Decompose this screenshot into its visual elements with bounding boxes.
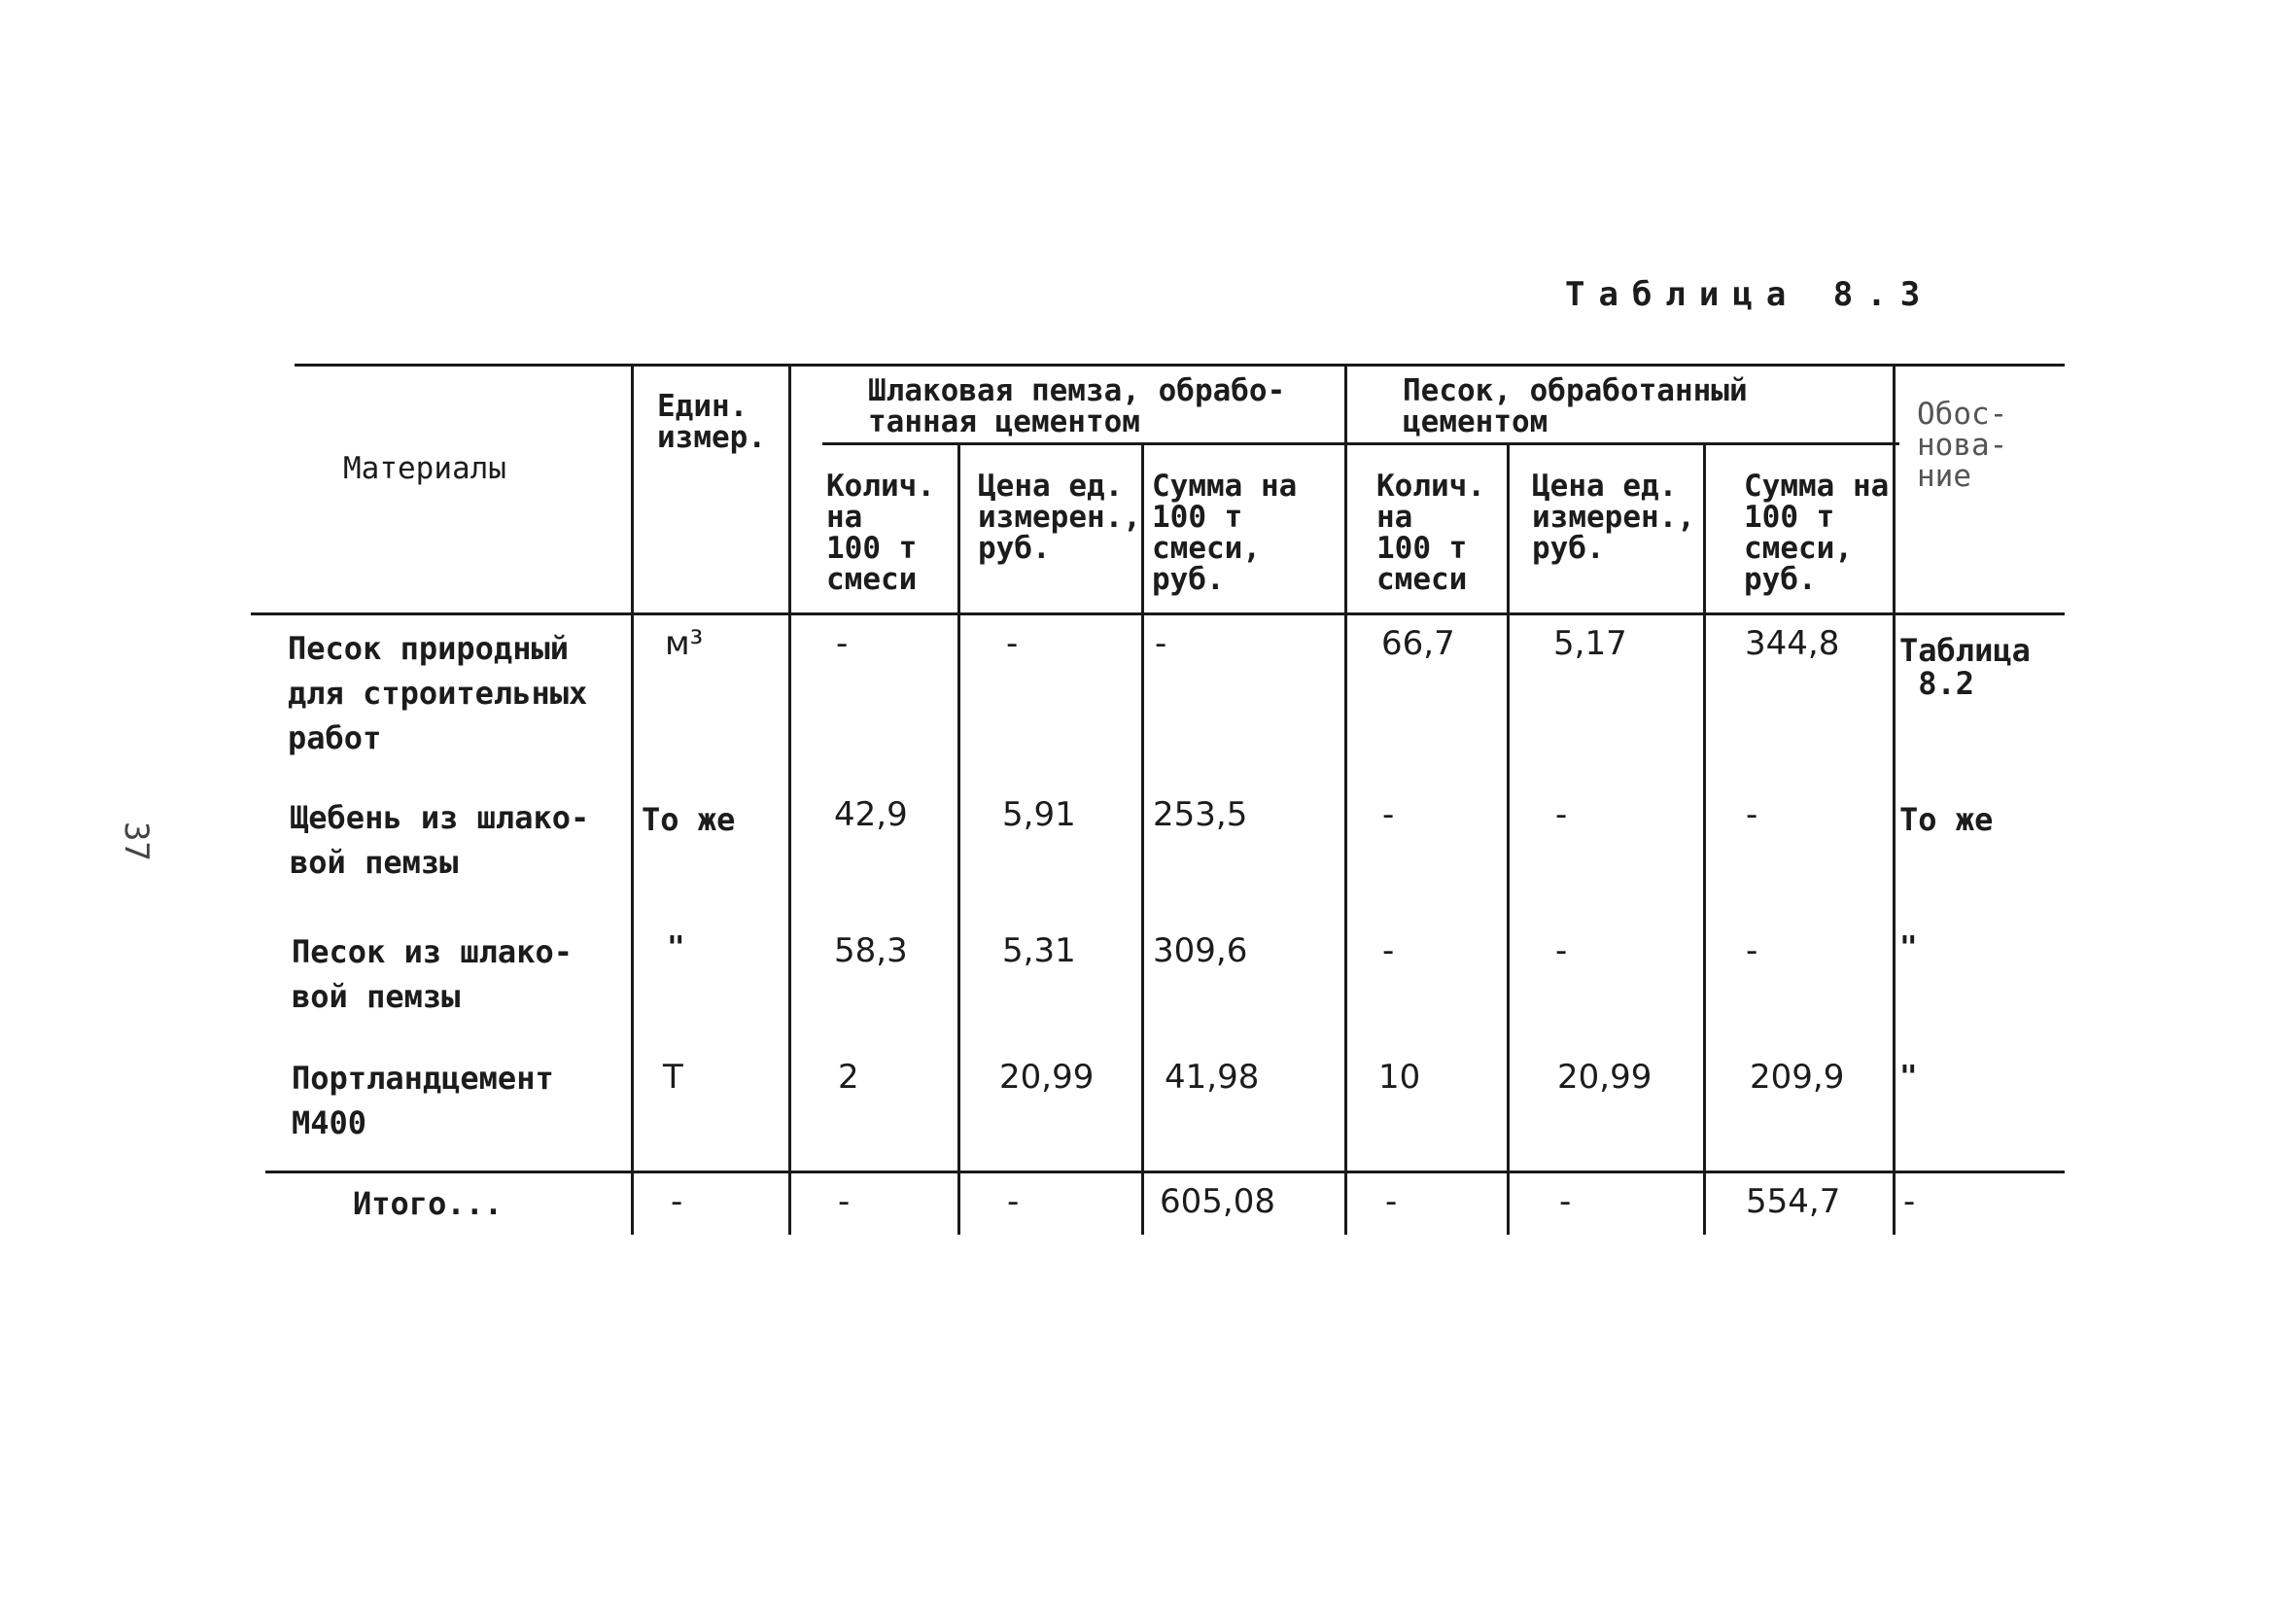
- row-4-qty1: 2: [838, 1058, 859, 1097]
- page-number: 37: [117, 821, 156, 861]
- row-1-qty2: 66,7: [1381, 624, 1455, 663]
- row-3-qty1: 58,3: [834, 931, 908, 970]
- total-price1: -: [1007, 1182, 1020, 1221]
- total-sum2: 554,7: [1746, 1182, 1841, 1221]
- row-1-qty1: -: [836, 624, 849, 663]
- header-group-sand: Песок, обработанный цементом: [1403, 373, 1748, 439]
- row-2-sum2: -: [1746, 795, 1758, 834]
- row-2-basis: То же: [1899, 801, 1994, 838]
- row-3-price1: 5,31: [1002, 931, 1076, 970]
- row-3-unit: ": [667, 930, 685, 965]
- group-subheader-rule: [822, 442, 1899, 445]
- header-unit: Един. измер.: [657, 389, 766, 455]
- table-top-rule: [295, 364, 2065, 367]
- row-3-price2: -: [1555, 931, 1568, 970]
- row-3-qty2: -: [1382, 931, 1395, 970]
- header-bottom-rule: [251, 612, 2065, 615]
- header-group-slag-pumice: Шлаковая пемза, обрабо- танная цементом: [868, 373, 1286, 439]
- total-sum1: 605,08: [1160, 1182, 1275, 1221]
- row-1-material: Песок природный для строительных работ: [288, 630, 588, 756]
- row-2-qty1: 42,9: [834, 795, 908, 834]
- header-qty-2: Колич. на 100 т смеси: [1376, 469, 1485, 597]
- row-3-sum1: 309,6: [1153, 931, 1248, 970]
- row-1-basis: Таблица 8.2: [1899, 632, 2031, 702]
- row-3-material: Песок из шлако- вой пемзы: [292, 933, 573, 1015]
- total-basis: -: [1903, 1182, 1916, 1221]
- col-divider-group1: [788, 364, 791, 1235]
- data-table: [251, 364, 2065, 1239]
- row-1-price1: -: [1006, 624, 1019, 663]
- row-2-sum1: 253,5: [1153, 795, 1248, 834]
- total-label: Итого...: [353, 1185, 504, 1222]
- header-basis: Обос- нова- ние: [1917, 397, 2008, 494]
- total-unit: -: [671, 1182, 683, 1221]
- header-sum-2: Сумма на 100 т смеси, руб.: [1744, 469, 1890, 597]
- header-price-1: Цена ед. измерен., руб.: [978, 469, 1141, 566]
- total-qty1: -: [838, 1182, 851, 1221]
- row-3-sum2: -: [1746, 931, 1758, 970]
- row-2-qty2: -: [1382, 795, 1395, 834]
- row-1-sum1: -: [1155, 624, 1167, 663]
- col-divider-unit: [631, 364, 634, 1235]
- row-4-price1: 20,99: [999, 1058, 1095, 1097]
- col-divider-basis: [1893, 364, 1896, 1235]
- col-divider-price1: [957, 444, 960, 1235]
- total-top-rule: [265, 1171, 2065, 1173]
- row-2-price1: 5,91: [1002, 795, 1076, 834]
- row-4-unit: Т: [663, 1058, 683, 1097]
- total-qty2: -: [1385, 1182, 1398, 1221]
- row-3-basis: ": [1899, 930, 1918, 965]
- header-price-2: Цена ед. измерен., руб.: [1532, 469, 1695, 566]
- row-4-material: Портландцемент М400: [292, 1060, 554, 1141]
- col-divider-sum1: [1141, 444, 1144, 1235]
- col-divider-price2: [1507, 444, 1510, 1235]
- table-caption: Таблица 8.3: [1565, 275, 1934, 314]
- row-4-sum2: 209,9: [1750, 1058, 1845, 1097]
- row-4-basis: ": [1899, 1060, 1918, 1095]
- row-4-sum1: 41,98: [1165, 1058, 1260, 1097]
- row-2-material: Щебень из шлако- вой пемзы: [290, 799, 590, 881]
- total-price2: -: [1559, 1182, 1572, 1221]
- header-materials: Материалы: [343, 451, 506, 486]
- header-qty-1: Колич. на 100 т смеси: [826, 469, 935, 597]
- row-4-qty2: 10: [1378, 1058, 1421, 1097]
- row-1-sum2: 344,8: [1745, 624, 1840, 663]
- col-divider-sum2: [1703, 444, 1706, 1235]
- row-4-price2: 20,99: [1557, 1058, 1652, 1097]
- row-2-unit: То же: [642, 801, 736, 838]
- col-divider-group2: [1344, 364, 1347, 1235]
- row-1-unit: м³: [665, 624, 704, 663]
- header-sum-1: Сумма на 100 т смеси, руб.: [1152, 469, 1298, 597]
- row-2-price2: -: [1555, 795, 1568, 834]
- row-1-price2: 5,17: [1553, 624, 1627, 663]
